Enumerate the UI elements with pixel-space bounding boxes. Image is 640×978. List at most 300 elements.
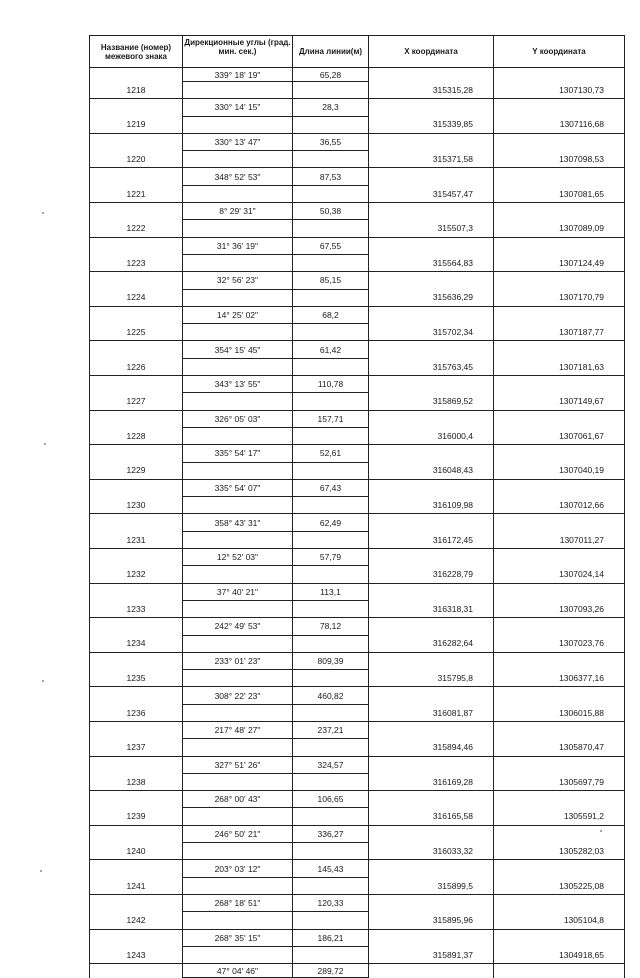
segment-blank-cell [369,479,494,496]
segment-blank-cell [90,376,183,393]
length-cell: 237,21 [293,721,369,738]
segment-blank-cell [369,306,494,323]
segment-blank-cell [494,99,625,116]
length-cell: 67,55 [293,237,369,254]
y-coordinate-cell: 1306015,88 [494,704,625,721]
point-blank-cell [293,324,369,341]
segment-blank-cell [90,583,183,600]
segment-blank-cell [494,687,625,704]
segment-blank-cell [494,894,625,911]
length-cell: 120,33 [293,894,369,911]
table-row [90,618,625,635]
header-row [90,36,625,68]
segment-blank-cell [494,756,625,773]
segment-blank-cell [369,68,494,82]
x-coordinate-cell: 315507,3 [369,220,494,237]
table-row [90,133,625,150]
point-name-cell: 1220 [90,151,183,168]
x-coordinate-cell: 316109,98 [369,497,494,514]
x-coordinate-cell: 316033,32 [369,843,494,860]
table-row [90,721,625,738]
angle-cell: 268° 18' 51" [183,894,293,911]
y-coordinate-cell: 1307124,49 [494,254,625,271]
y-coordinate-cell: 1307170,79 [494,289,625,306]
segment-blank-cell [369,583,494,600]
angle-cell: 268° 00' 43" [183,791,293,808]
point-blank-cell [293,946,369,963]
segment-blank-cell [90,341,183,358]
point-blank-cell [293,566,369,583]
length-cell: 186,21 [293,929,369,946]
table-row [90,894,625,911]
point-blank-cell [183,358,293,375]
y-coordinate-cell: 1307081,65 [494,185,625,202]
table-row [90,773,625,790]
point-name-cell: 1232 [90,566,183,583]
point-name-cell: 1228 [90,427,183,444]
table-row [90,289,625,306]
table-row [90,324,625,341]
point-name-cell: 1236 [90,704,183,721]
x-coordinate-cell: 316172,45 [369,531,494,548]
angle-cell: 203° 03' 12" [183,860,293,877]
length-cell: 36,55 [293,133,369,150]
table-row [90,652,625,669]
x-coordinate-cell: 316282,64 [369,635,494,652]
length-cell: 87,53 [293,168,369,185]
table-row [90,427,625,444]
length-cell: 113,1 [293,583,369,600]
point-blank-cell [183,600,293,617]
table-row [90,358,625,375]
angle-cell: 326° 05' 03" [183,410,293,427]
x-coordinate-cell: 315895,96 [369,912,494,929]
point-name-cell: 1234 [90,635,183,652]
header-length: Длина линии(м) [293,36,369,68]
length-cell: 809,39 [293,652,369,669]
point-blank-cell [183,393,293,410]
table-row [90,185,625,202]
table-row [90,791,625,808]
table-row [90,272,625,289]
point-name-cell: 1238 [90,773,183,790]
y-coordinate-cell: 1307187,77 [494,324,625,341]
scan-speck [600,830,602,832]
point-blank-cell [293,877,369,894]
x-coordinate-cell: 316165,58 [369,808,494,825]
table-row [90,514,625,531]
point-name-cell: 1230 [90,497,183,514]
point-blank-cell [183,704,293,721]
point-blank-cell [293,600,369,617]
length-cell: 106,65 [293,791,369,808]
segment-blank-cell [90,479,183,496]
y-coordinate-cell: 1307061,67 [494,427,625,444]
segment-blank-cell [90,272,183,289]
table-row [90,531,625,548]
segment-blank-cell [90,445,183,462]
angle-cell: 14° 25' 02" [183,306,293,323]
point-blank-cell [293,82,369,99]
point-name-cell: 1243 [90,946,183,963]
point-blank-cell [183,773,293,790]
point-name-cell: 1225 [90,324,183,341]
scan-speck [42,680,44,682]
table-row [90,497,625,514]
segment-blank-cell [369,721,494,738]
length-cell: 324,57 [293,756,369,773]
y-coordinate-cell: 1307012,66 [494,497,625,514]
table-row [90,739,625,756]
x-coordinate-cell: 315869,52 [369,393,494,410]
table-row [90,566,625,583]
length-cell: 336,27 [293,825,369,842]
table-row [90,393,625,410]
table-row [90,341,625,358]
x-coordinate-cell: 316169,28 [369,773,494,790]
point-blank-cell [183,531,293,548]
length-cell: 145,43 [293,860,369,877]
point-blank-cell [293,739,369,756]
header-x: X координата [369,36,494,68]
coordinates-table [89,35,625,978]
x-coordinate-cell: 315795,8 [369,670,494,687]
table-row [90,670,625,687]
x-coordinate-cell: 315763,45 [369,358,494,375]
segment-blank-cell [369,687,494,704]
segment-blank-cell [369,618,494,635]
point-name-cell: 1221 [90,185,183,202]
segment-blank-cell [369,514,494,531]
point-blank-cell [183,946,293,963]
segment-blank-cell [90,133,183,150]
point-blank-cell [183,151,293,168]
point-blank-cell [293,254,369,271]
x-coordinate-cell: 315899,5 [369,877,494,894]
point-name-cell: 1229 [90,462,183,479]
point-name-cell: 1227 [90,393,183,410]
length-cell: 65,28 [293,68,369,82]
segment-blank-cell [494,479,625,496]
point-blank-cell [293,185,369,202]
segment-blank-cell [369,549,494,566]
y-coordinate-cell: 1307089,09 [494,220,625,237]
point-blank-cell [183,82,293,99]
length-cell: 61,42 [293,341,369,358]
segment-blank-cell [90,894,183,911]
scan-speck [42,212,44,214]
segment-blank-cell [369,341,494,358]
angle-cell: 327° 51' 26" [183,756,293,773]
x-coordinate-cell: 315636,29 [369,289,494,306]
point-blank-cell [293,151,369,168]
segment-blank-cell [90,306,183,323]
point-blank-cell [293,670,369,687]
segment-blank-cell [369,756,494,773]
x-coordinate-cell: 315339,85 [369,116,494,133]
point-name-cell: 1218 [90,82,183,99]
x-coordinate-cell: 316000,4 [369,427,494,444]
table-row [90,843,625,860]
point-name-cell: 1233 [90,600,183,617]
x-coordinate-cell: 315564,83 [369,254,494,271]
scan-speck [40,870,42,872]
segment-blank-cell [494,964,625,978]
table-row [90,687,625,704]
x-coordinate-cell: 315891,37 [369,946,494,963]
point-blank-cell [183,497,293,514]
x-coordinate-cell: 316081,87 [369,704,494,721]
segment-blank-cell [494,583,625,600]
segment-blank-cell [369,272,494,289]
y-coordinate-cell: 1307116,68 [494,116,625,133]
angle-cell: 31° 36' 19" [183,237,293,254]
segment-blank-cell [90,618,183,635]
point-blank-cell [293,358,369,375]
angle-cell: 12° 52' 03" [183,549,293,566]
x-coordinate-cell: 316048,43 [369,462,494,479]
segment-blank-cell [494,445,625,462]
table-row [90,825,625,842]
header-name: Название (номер) межевого знака [90,36,183,68]
angle-cell: 348° 52' 53" [183,168,293,185]
table-row [90,376,625,393]
table-row [90,203,625,220]
segment-blank-cell [369,825,494,842]
point-blank-cell [183,289,293,306]
point-blank-cell [293,289,369,306]
point-name-cell: 1242 [90,912,183,929]
scan-speck [44,443,46,445]
table-row [90,82,625,99]
segment-blank-cell [90,652,183,669]
angle-cell: 335° 54' 07" [183,479,293,496]
angle-cell: 242° 49' 53" [183,618,293,635]
length-cell: 85,15 [293,272,369,289]
table-row [90,860,625,877]
point-blank-cell [183,427,293,444]
segment-blank-cell [90,99,183,116]
segment-blank-cell [369,237,494,254]
segment-blank-cell [494,341,625,358]
angle-cell: 330° 13' 47" [183,133,293,150]
angle-cell: 8° 29' 31" [183,203,293,220]
table-row [90,704,625,721]
point-blank-cell [183,185,293,202]
point-blank-cell [293,808,369,825]
segment-blank-cell [494,860,625,877]
y-coordinate-cell: 1307011,27 [494,531,625,548]
segment-blank-cell [494,825,625,842]
y-coordinate-cell: 1306377,16 [494,670,625,687]
point-blank-cell [183,843,293,860]
y-coordinate-cell: 1305591,2 [494,808,625,825]
point-blank-cell [183,635,293,652]
point-blank-cell [183,462,293,479]
table-row [90,635,625,652]
segment-blank-cell [369,652,494,669]
table-row [90,116,625,133]
point-blank-cell [293,773,369,790]
length-cell: 78,12 [293,618,369,635]
angle-cell: 308° 22' 23" [183,687,293,704]
segment-blank-cell [494,68,625,82]
segment-blank-cell [90,237,183,254]
point-blank-cell [183,670,293,687]
angle-cell: 358° 43' 31" [183,514,293,531]
x-coordinate-cell: 316318,31 [369,600,494,617]
segment-blank-cell [369,929,494,946]
point-blank-cell [183,220,293,237]
y-coordinate-cell: 1307149,67 [494,393,625,410]
y-coordinate-cell: 1307093,26 [494,600,625,617]
point-name-cell: 1226 [90,358,183,375]
length-cell: 28,3 [293,99,369,116]
segment-blank-cell [90,929,183,946]
length-cell: 157,71 [293,410,369,427]
y-coordinate-cell: 1307024,14 [494,566,625,583]
angle-cell: 335° 54' 17" [183,445,293,462]
angle-cell: 233° 01' 23" [183,652,293,669]
length-cell: 460,82 [293,687,369,704]
segment-blank-cell [369,445,494,462]
table-row [90,410,625,427]
point-blank-cell [183,324,293,341]
table-row [90,583,625,600]
segment-blank-cell [369,376,494,393]
angle-cell: 47° 04' 46" [183,964,293,978]
point-blank-cell [183,254,293,271]
y-coordinate-cell: 1307023,76 [494,635,625,652]
x-coordinate-cell: 315371,58 [369,151,494,168]
y-coordinate-cell: 1305697,79 [494,773,625,790]
y-coordinate-cell: 1307181,63 [494,358,625,375]
point-blank-cell [293,704,369,721]
table-row [90,877,625,894]
segment-blank-cell [494,549,625,566]
point-blank-cell [293,393,369,410]
point-blank-cell [183,116,293,133]
table-row [90,462,625,479]
point-blank-cell [183,739,293,756]
segment-blank-cell [369,894,494,911]
table-row [90,808,625,825]
header-angle: Дирекционные углы (град. мин. сек.) [183,36,293,68]
angle-cell: 339° 18' 19" [183,68,293,82]
table-row [90,946,625,963]
point-name-cell: 1237 [90,739,183,756]
x-coordinate-cell: 315315,28 [369,82,494,99]
segment-blank-cell [90,687,183,704]
segment-blank-cell [369,133,494,150]
segment-blank-cell [90,514,183,531]
table-row [90,445,625,462]
segment-blank-cell [494,721,625,738]
segment-blank-cell [90,825,183,842]
segment-blank-cell [90,68,183,82]
header-y: Y координата [494,36,625,68]
length-cell: 289,72 [293,964,369,978]
point-blank-cell [183,877,293,894]
angle-cell: 217° 48' 27" [183,721,293,738]
segment-blank-cell [494,237,625,254]
point-blank-cell [293,116,369,133]
segment-blank-cell [494,618,625,635]
angle-cell: 32° 56' 23" [183,272,293,289]
segment-blank-cell [369,410,494,427]
length-cell: 110,78 [293,376,369,393]
segment-blank-cell [494,376,625,393]
angle-cell: 354° 15' 45" [183,341,293,358]
length-cell: 67,43 [293,479,369,496]
y-coordinate-cell: 1307098,53 [494,151,625,168]
point-blank-cell [293,462,369,479]
segment-blank-cell [90,721,183,738]
segment-blank-cell [90,549,183,566]
segment-blank-cell [369,860,494,877]
x-coordinate-cell: 315457,47 [369,185,494,202]
table-row [90,168,625,185]
table-row [90,912,625,929]
point-name-cell: 1219 [90,116,183,133]
segment-blank-cell [494,168,625,185]
table-row [90,151,625,168]
segment-blank-cell [494,929,625,946]
segment-blank-cell [369,168,494,185]
segment-blank-cell [494,133,625,150]
length-cell: 68,2 [293,306,369,323]
length-cell: 52,61 [293,445,369,462]
point-blank-cell [293,635,369,652]
table-row [90,479,625,496]
table-row [90,220,625,237]
table-row [90,756,625,773]
angle-cell: 246° 50' 21" [183,825,293,842]
table-row [90,549,625,566]
point-blank-cell [183,912,293,929]
table-row [90,600,625,617]
point-name-cell: 1224 [90,289,183,306]
point-name-cell: 1239 [90,808,183,825]
angle-cell: 343° 13' 55" [183,376,293,393]
segment-blank-cell [90,964,183,978]
segment-blank-cell [369,791,494,808]
table-row [90,929,625,946]
table-row [90,964,625,978]
x-coordinate-cell: 315894,46 [369,739,494,756]
point-name-cell: 1241 [90,877,183,894]
y-coordinate-cell: 1305104,8 [494,912,625,929]
segment-blank-cell [494,652,625,669]
segment-blank-cell [90,791,183,808]
segment-blank-cell [90,203,183,220]
y-coordinate-cell: 1307040,19 [494,462,625,479]
segment-blank-cell [494,203,625,220]
point-name-cell: 1240 [90,843,183,860]
point-name-cell: 1235 [90,670,183,687]
table-row [90,99,625,116]
point-blank-cell [293,497,369,514]
segment-blank-cell [90,410,183,427]
angle-cell: 37° 40' 21" [183,583,293,600]
point-name-cell: 1222 [90,220,183,237]
y-coordinate-cell: 1305225,08 [494,877,625,894]
y-coordinate-cell: 1307130,73 [494,82,625,99]
table-row [90,254,625,271]
point-blank-cell [293,427,369,444]
point-blank-cell [293,843,369,860]
table-row [90,68,625,82]
